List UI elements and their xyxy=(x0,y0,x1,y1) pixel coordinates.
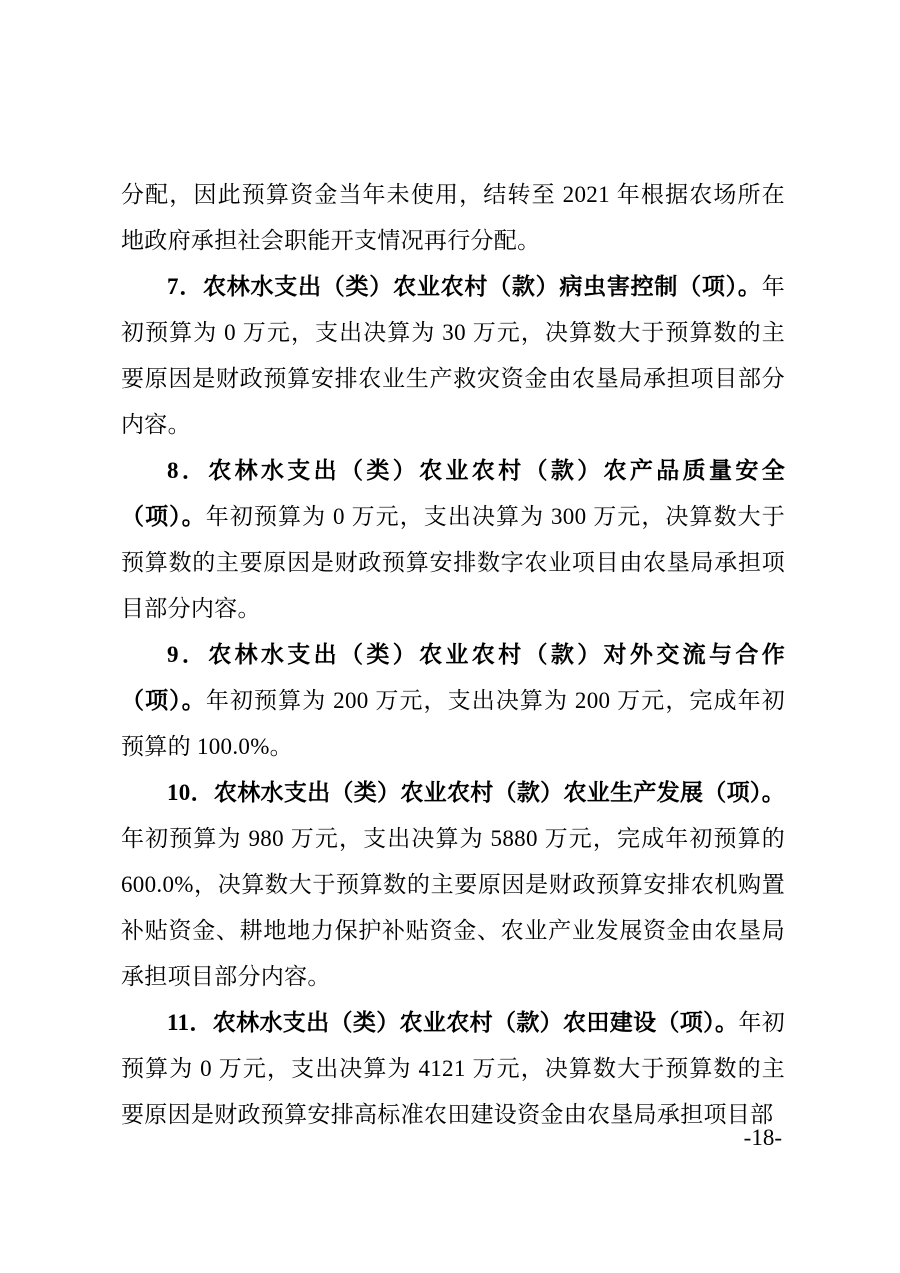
budget-item-11-heading: 11．农林水支出（类）农业农村（款）农田建设（项）。 xyxy=(167,1010,739,1035)
budget-item-9-heading: 9．农林水支出（类）农业农村（款）对外交流与合作（项）。 xyxy=(121,642,785,713)
budget-item-7-paragraph xyxy=(121,264,785,448)
budget-item-8-paragraph xyxy=(121,448,785,632)
budget-item-7-heading: 7．农林水支出（类）农业农村（款）病虫害控制（项）。 xyxy=(167,274,762,299)
budget-item-10-heading: 10．农林水支出（类）农业农村（款）农业生产发展（项）。 xyxy=(167,780,785,805)
paragraph-continuation: 分配，因此预算资金当年未使用，结转至 2021 年根据农场所在地政府承担社会职能开支情况再行分配。 xyxy=(121,182,785,253)
page-body-text xyxy=(121,172,785,1138)
budget-item-11-body: 年初预算为 0 万元，支出决算为 4121 万元，决算数大于预算数的主要原因是财政预算安排高标准农田建设资金由农垦局承担项目部 xyxy=(121,1010,785,1127)
page-number: -18- xyxy=(743,1125,782,1150)
budget-item-10-paragraph xyxy=(121,770,785,1000)
budget-item-8-heading: 8．农林水支出（类）农业农村（款）农产品质量安全（项）。 xyxy=(121,458,785,529)
budget-item-11-paragraph xyxy=(121,1000,785,1138)
budget-item-9-body: 年初预算为 200 万元，支出决算为 200 万元，完成年初预算的 100.0%。 xyxy=(121,688,786,759)
budget-item-8-body: 年初预算为 0 万元，支出决算为 300 万元，决算数大于预算数的主要原因是财政预算安排数字农业项目由农垦局承担项目部分内容。 xyxy=(121,504,786,621)
budget-item-7-body: 年初预算为 0 万元，支出决算为 30 万元，决算数大于预算数的主要原因是财政预算安排农业生产救灾资金由农垦局承担项目部分内容。 xyxy=(121,274,785,437)
budget-item-10-body: 年初预算为 980 万元，支出决算为 5880 万元，完成年初预算的 600.0%，决算数大于预算数的主要原因是财政预算安排农机购置补贴资金、耕地地力保护补贴资金、农业产业发展资金由农垦局承担项目部分内容。 xyxy=(121,826,785,989)
budget-item-9-paragraph xyxy=(121,632,785,770)
